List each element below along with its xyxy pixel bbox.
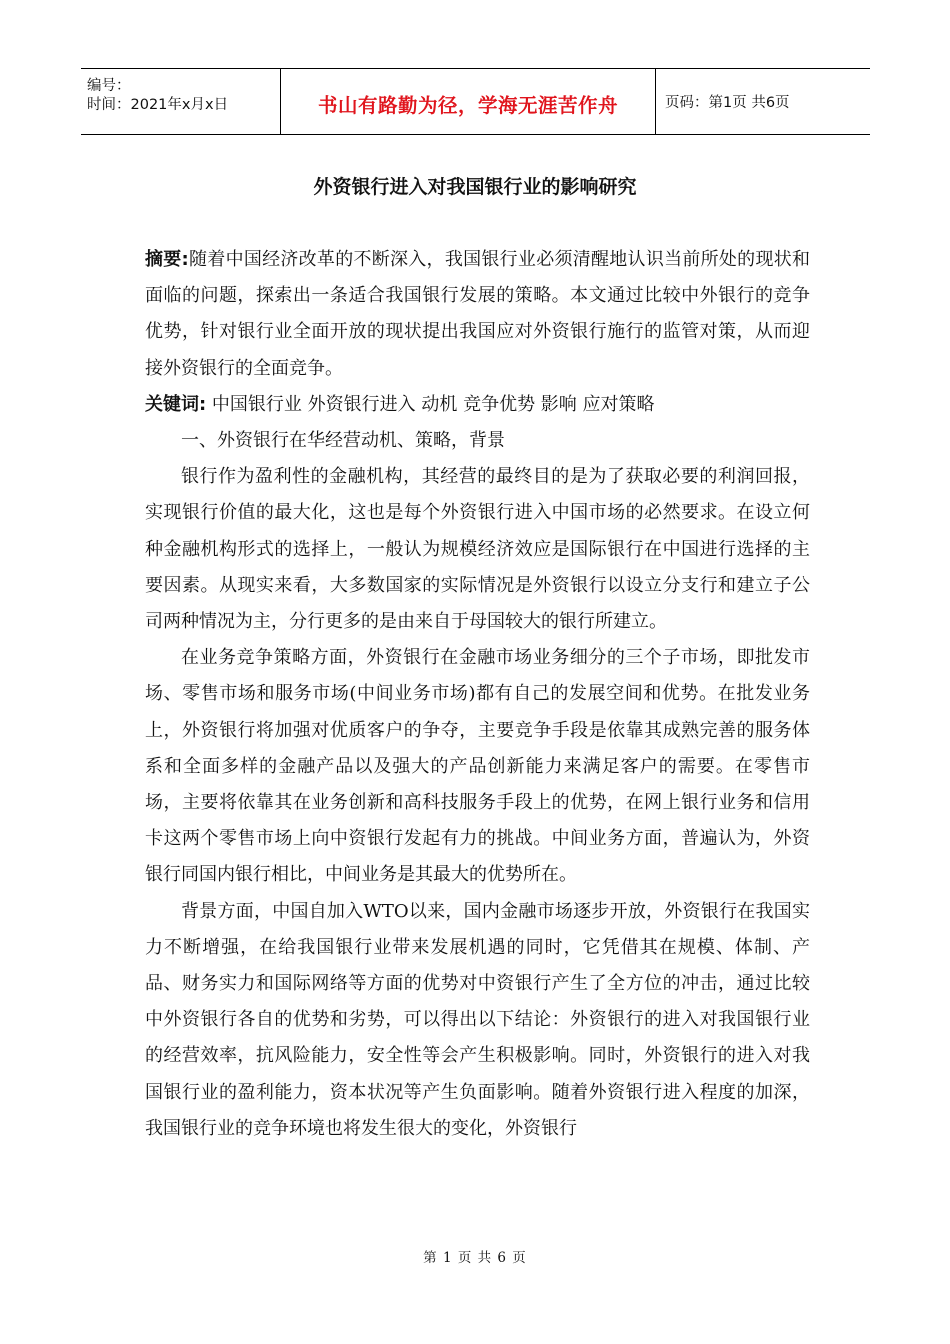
header-page-cell	[656, 69, 870, 134]
body-paragraph-1: 银行作为盈利性的金融机构，其经营的最终目的是为了获取必要的利润回报，实现银行价值的最大化，这也是每个外资银行进入中国市场的必然要求。在设立何种金融机构形式的选择上，一般认为规模经济效应是国际银行在中国进行选择的主要因素。从现实来看，大多数国家的实际情况是外资银行以设立分支行和建立子公司两种情况为主，分行更多的是由来自于母国较大的银行所建立。	[145, 466, 810, 633]
abstract-label: 摘要:	[145, 249, 189, 270]
number-label: 编号：	[87, 77, 131, 94]
document-body	[145, 242, 810, 1147]
abstract-paragraph	[145, 242, 810, 387]
header-table	[81, 68, 870, 135]
motto-text: 书山有路勤为径，学海无涯苦作舟	[317, 93, 618, 117]
page-footer: 第 1 页 共 6 页	[423, 1250, 527, 1266]
page-info: 页码：第1页 共6页	[665, 95, 790, 111]
abstract-text: 随着中国经济改革的不断深入，我国银行业必须清醒地认识当前所处的现状和面临的问题，探索出一条适合我国银行发展的策略。本文通过比较中外银行的竞争优势，针对银行业全面开放的现状提出我国应对外资银行施行的监管对策，从而迎接外资银行的全面竞争。	[145, 249, 810, 379]
keywords-label: 关键词:	[145, 393, 207, 415]
header-motto-cell	[281, 69, 656, 134]
keywords-text: 中国银行业 外资银行进入 动机 竞争优势 影响 应对策略	[206, 393, 655, 415]
body-paragraph-2: 在业务竞争策略方面，外资银行在金融市场业务细分的三个子市场，即批发市场、零售市场和服务市场(中间业务市场)都有自己的发展空间和优势。在批发业务上，外资银行将加强对优质客户的争夺，主要竞争手段是依靠其成熟完善的服务体系和全面多样的金融产品以及强大的产品创新能力来满足客户的需要。在零售市场，主要将依靠其在业务创新和高科技服务手段上的优势，在网上银行业务和信用卡这两个零售市场上向中资银行发起有力的挑战。中间业务方面，普遍认为，外资银行同国内银行相比，中间业务是其最大的优势所在。	[145, 647, 810, 886]
document-title: 外资银行进入对我国银行业的影响研究	[313, 176, 637, 198]
keywords-paragraph	[145, 387, 810, 423]
header-meta-cell	[81, 69, 281, 134]
date-line: 时间：2021年x月x日	[87, 96, 229, 113]
section-heading: 一、外资银行在华经营动机、策略，背景	[181, 430, 505, 452]
body-paragraph-3: 背景方面，中国自加入WTO以来，国内金融市场逐步开放，外资银行在我国实力不断增强，在给我国银行业带来发展机遇的同时，它凭借其在规模、体制、产品、财务实力和国际网络等方面的优势对中资银行产生了全方位的冲击，通过比较中外资银行各自的优势和劣势，可以得出以下结论：外资银行的进入对我国银行业的经营效率，抗风险能力，安全性等会产生积极影响。同时，外资银行的进入对我国银行业的盈利能力，资本状况等产生负面影响。随着外资银行进入程度的加深，我国银行业的竞争环境也将发生很大的变化，外资银行	[145, 900, 810, 1139]
